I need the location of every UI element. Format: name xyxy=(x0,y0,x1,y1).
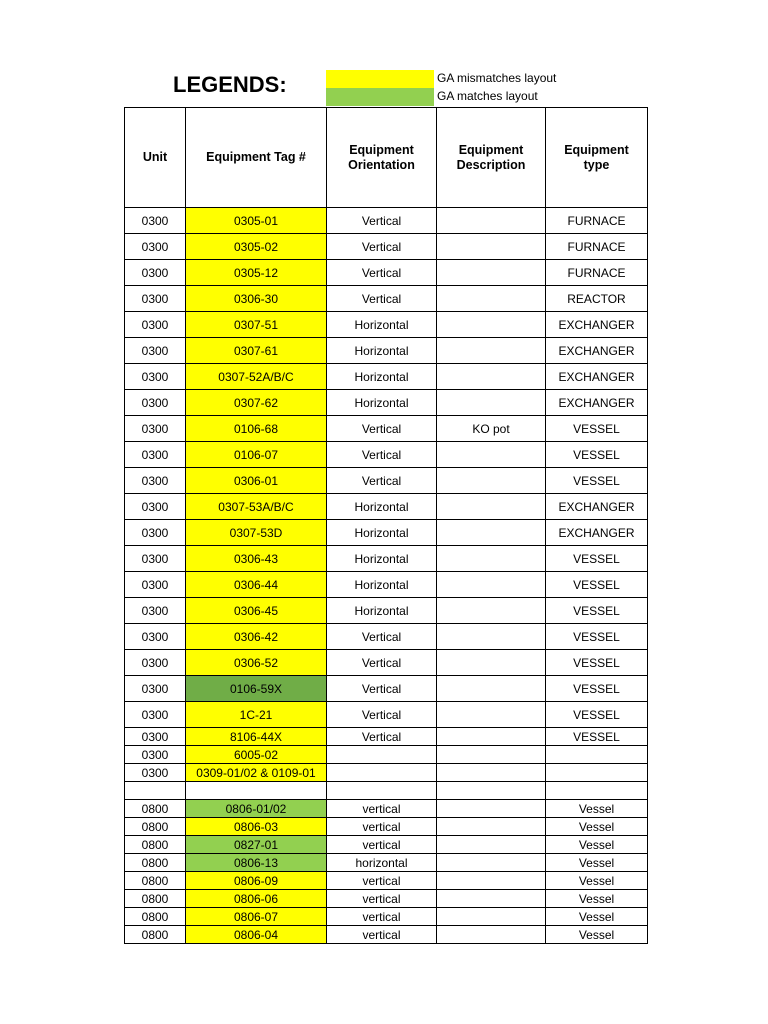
cell-unit: 0800 xyxy=(125,836,186,854)
cell-type: VESSEL xyxy=(546,572,648,598)
cell-description xyxy=(437,890,546,908)
table-row xyxy=(125,572,648,598)
cell-unit: 0300 xyxy=(125,572,186,598)
table-row xyxy=(125,208,648,234)
cell-equipment-tag: 8106-44X xyxy=(186,728,327,746)
cell-unit: 0300 xyxy=(125,416,186,442)
cell-orientation: Horizontal xyxy=(327,494,437,520)
cell-unit: 0300 xyxy=(125,208,186,234)
cell-type: VESSEL xyxy=(546,676,648,702)
cell-type: VESSEL xyxy=(546,468,648,494)
cell-description xyxy=(437,836,546,854)
cell-unit: 0300 xyxy=(125,468,186,494)
cell-unit: 0300 xyxy=(125,624,186,650)
table-row xyxy=(125,676,648,702)
cell-type: VESSEL xyxy=(546,442,648,468)
cell-type: VESSEL xyxy=(546,598,648,624)
cell-description xyxy=(437,390,546,416)
cell-orientation: Vertical xyxy=(327,260,437,286)
table-row xyxy=(125,546,648,572)
cell-description xyxy=(437,782,546,800)
table-row xyxy=(125,746,648,764)
cell-description xyxy=(437,442,546,468)
cell-equipment-tag: 0806-13 xyxy=(186,854,327,872)
cell-equipment-tag: 0806-09 xyxy=(186,872,327,890)
cell-equipment-tag: 0307-53D xyxy=(186,520,327,546)
cell-orientation xyxy=(327,764,437,782)
cell-unit: 0300 xyxy=(125,286,186,312)
table-row xyxy=(125,836,648,854)
cell-equipment-tag: 0307-61 xyxy=(186,338,327,364)
cell-equipment-tag: 0307-52A/B/C xyxy=(186,364,327,390)
cell-orientation: Horizontal xyxy=(327,598,437,624)
cell-description xyxy=(437,872,546,890)
header-row xyxy=(125,108,648,208)
cell-orientation xyxy=(327,782,437,800)
cell-type: FURNACE xyxy=(546,208,648,234)
header-description: Equipment Description xyxy=(437,108,546,208)
table-row xyxy=(125,234,648,260)
cell-description xyxy=(437,926,546,944)
cell-unit: 0300 xyxy=(125,728,186,746)
cell-description xyxy=(437,908,546,926)
cell-unit: 0300 xyxy=(125,676,186,702)
cell-description xyxy=(437,286,546,312)
cell-equipment-tag: 0307-62 xyxy=(186,390,327,416)
table-row xyxy=(125,702,648,728)
cell-orientation: Horizontal xyxy=(327,338,437,364)
cell-equipment-tag: 6005-02 xyxy=(186,746,327,764)
cell-type: EXCHANGER xyxy=(546,338,648,364)
cell-unit: 0800 xyxy=(125,854,186,872)
cell-orientation: vertical xyxy=(327,872,437,890)
cell-description xyxy=(437,800,546,818)
header-unit: Unit xyxy=(125,108,186,208)
cell-equipment-tag: 0806-01/02 xyxy=(186,800,327,818)
cell-description xyxy=(437,764,546,782)
cell-orientation: vertical xyxy=(327,890,437,908)
header-equipment-tag: Equipment Tag # xyxy=(186,108,327,208)
cell-type: EXCHANGER xyxy=(546,494,648,520)
cell-orientation: Vertical xyxy=(327,234,437,260)
cell-unit: 0300 xyxy=(125,520,186,546)
cell-equipment-tag: 0806-03 xyxy=(186,818,327,836)
cell-type: Vessel xyxy=(546,818,648,836)
table-row xyxy=(125,624,648,650)
table-row xyxy=(125,338,648,364)
cell-orientation: horizontal xyxy=(327,854,437,872)
cell-description: KO pot xyxy=(437,416,546,442)
cell-unit: 0800 xyxy=(125,800,186,818)
table-row xyxy=(125,872,648,890)
cell-type: VESSEL xyxy=(546,728,648,746)
table-row xyxy=(125,520,648,546)
cell-type: EXCHANGER xyxy=(546,390,648,416)
cell-description xyxy=(437,312,546,338)
cell-unit: 0300 xyxy=(125,442,186,468)
table-row xyxy=(125,728,648,746)
cell-unit: 0300 xyxy=(125,234,186,260)
cell-orientation: Horizontal xyxy=(327,312,437,338)
cell-description xyxy=(437,624,546,650)
cell-orientation xyxy=(327,746,437,764)
cell-unit: 0800 xyxy=(125,818,186,836)
cell-description xyxy=(437,234,546,260)
table-row xyxy=(125,260,648,286)
cell-unit: 0800 xyxy=(125,872,186,890)
cell-equipment-tag xyxy=(186,782,327,800)
cell-unit: 0300 xyxy=(125,390,186,416)
table-row xyxy=(125,312,648,338)
cell-orientation: Vertical xyxy=(327,676,437,702)
cell-equipment-tag: 0806-06 xyxy=(186,890,327,908)
cell-description xyxy=(437,854,546,872)
cell-type: EXCHANGER xyxy=(546,364,648,390)
cell-description xyxy=(437,546,546,572)
table-row xyxy=(125,764,648,782)
cell-equipment-tag: 0306-43 xyxy=(186,546,327,572)
cell-unit: 0300 xyxy=(125,546,186,572)
cell-equipment-tag: 0106-07 xyxy=(186,442,327,468)
cell-equipment-tag: 0307-51 xyxy=(186,312,327,338)
cell-orientation: vertical xyxy=(327,926,437,944)
table-row xyxy=(125,926,648,944)
cell-orientation: vertical xyxy=(327,800,437,818)
cell-unit: 0300 xyxy=(125,364,186,390)
cell-type: Vessel xyxy=(546,872,648,890)
cell-orientation: Vertical xyxy=(327,624,437,650)
cell-unit: 0300 xyxy=(125,746,186,764)
equipment-table xyxy=(124,107,648,944)
table-row xyxy=(125,390,648,416)
cell-description xyxy=(437,364,546,390)
cell-equipment-tag: 0106-68 xyxy=(186,416,327,442)
cell-equipment-tag: 0305-12 xyxy=(186,260,327,286)
cell-description xyxy=(437,468,546,494)
cell-equipment-tag: 0306-01 xyxy=(186,468,327,494)
table-row xyxy=(125,598,648,624)
cell-description xyxy=(437,702,546,728)
cell-unit: 0800 xyxy=(125,890,186,908)
cell-description xyxy=(437,208,546,234)
cell-unit: 0300 xyxy=(125,764,186,782)
cell-description xyxy=(437,676,546,702)
cell-equipment-tag: 0827-01 xyxy=(186,836,327,854)
cell-equipment-tag: 0306-45 xyxy=(186,598,327,624)
cell-unit: 0300 xyxy=(125,312,186,338)
cell-orientation: Vertical xyxy=(327,286,437,312)
table-row xyxy=(125,494,648,520)
table-row xyxy=(125,908,648,926)
cell-equipment-tag: 0306-42 xyxy=(186,624,327,650)
cell-equipment-tag: 0307-53A/B/C xyxy=(186,494,327,520)
cell-orientation: vertical xyxy=(327,836,437,854)
cell-unit: 0800 xyxy=(125,926,186,944)
cell-description xyxy=(437,818,546,836)
cell-orientation: Horizontal xyxy=(327,546,437,572)
cell-type: VESSEL xyxy=(546,650,648,676)
cell-type: EXCHANGER xyxy=(546,312,648,338)
cell-description xyxy=(437,650,546,676)
cell-description xyxy=(437,746,546,764)
cell-unit xyxy=(125,782,186,800)
cell-equipment-tag: 0309-01/02 & 0109-01 xyxy=(186,764,327,782)
cell-equipment-tag: 0806-07 xyxy=(186,908,327,926)
legend-label-match: GA matches layout xyxy=(437,89,538,103)
cell-equipment-tag: 0305-01 xyxy=(186,208,327,234)
cell-unit: 0300 xyxy=(125,650,186,676)
cell-equipment-tag: 0305-02 xyxy=(186,234,327,260)
cell-description xyxy=(437,728,546,746)
cell-type: Vessel xyxy=(546,854,648,872)
legend-label-mismatch: GA mismatches layout xyxy=(437,71,557,85)
cell-type: FURNACE xyxy=(546,260,648,286)
cell-orientation: Vertical xyxy=(327,442,437,468)
legend-title: LEGENDS: xyxy=(173,72,287,97)
cell-type: Vessel xyxy=(546,836,648,854)
table-row xyxy=(125,782,648,800)
cell-type: Vessel xyxy=(546,926,648,944)
cell-orientation: Vertical xyxy=(327,728,437,746)
cell-equipment-tag: 0106-59X xyxy=(186,676,327,702)
cell-unit: 0300 xyxy=(125,494,186,520)
cell-unit: 0300 xyxy=(125,702,186,728)
cell-equipment-tag: 0806-04 xyxy=(186,926,327,944)
header-type: Equipment type xyxy=(546,108,648,208)
cell-orientation: Horizontal xyxy=(327,520,437,546)
cell-orientation: Vertical xyxy=(327,468,437,494)
cell-orientation: Vertical xyxy=(327,208,437,234)
cell-orientation: vertical xyxy=(327,818,437,836)
table-row xyxy=(125,364,648,390)
cell-unit: 0300 xyxy=(125,338,186,364)
cell-equipment-tag: 0306-44 xyxy=(186,572,327,598)
cell-description xyxy=(437,260,546,286)
table-row xyxy=(125,286,648,312)
cell-description xyxy=(437,520,546,546)
table-row xyxy=(125,890,648,908)
cell-type: Vessel xyxy=(546,908,648,926)
cell-type xyxy=(546,746,648,764)
table-row xyxy=(125,650,648,676)
table-row xyxy=(125,442,648,468)
cell-equipment-tag: 0306-52 xyxy=(186,650,327,676)
cell-orientation: Vertical xyxy=(327,416,437,442)
cell-description xyxy=(437,494,546,520)
cell-orientation: Vertical xyxy=(327,650,437,676)
header-orientation: Equipment Orientation xyxy=(327,108,437,208)
cell-orientation: Horizontal xyxy=(327,364,437,390)
table-row xyxy=(125,416,648,442)
cell-type: VESSEL xyxy=(546,546,648,572)
table-row xyxy=(125,800,648,818)
cell-type: FURNACE xyxy=(546,234,648,260)
cell-orientation: Horizontal xyxy=(327,572,437,598)
cell-orientation: vertical xyxy=(327,908,437,926)
cell-equipment-tag: 1C-21 xyxy=(186,702,327,728)
cell-type: Vessel xyxy=(546,800,648,818)
legend-swatch-match xyxy=(326,88,434,106)
cell-unit: 0800 xyxy=(125,908,186,926)
cell-description xyxy=(437,572,546,598)
cell-type: VESSEL xyxy=(546,702,648,728)
cell-orientation: Horizontal xyxy=(327,390,437,416)
table-body xyxy=(125,208,648,944)
table-row xyxy=(125,854,648,872)
cell-type xyxy=(546,764,648,782)
cell-type: EXCHANGER xyxy=(546,520,648,546)
table-row xyxy=(125,468,648,494)
cell-type: VESSEL xyxy=(546,624,648,650)
cell-unit: 0300 xyxy=(125,598,186,624)
cell-unit: 0300 xyxy=(125,260,186,286)
cell-description xyxy=(437,598,546,624)
table-row xyxy=(125,818,648,836)
legend-swatch-mismatch xyxy=(326,70,434,88)
cell-orientation: Vertical xyxy=(327,702,437,728)
cell-type: REACTOR xyxy=(546,286,648,312)
cell-type: Vessel xyxy=(546,890,648,908)
cell-type: VESSEL xyxy=(546,416,648,442)
cell-equipment-tag: 0306-30 xyxy=(186,286,327,312)
cell-description xyxy=(437,338,546,364)
cell-type xyxy=(546,782,648,800)
